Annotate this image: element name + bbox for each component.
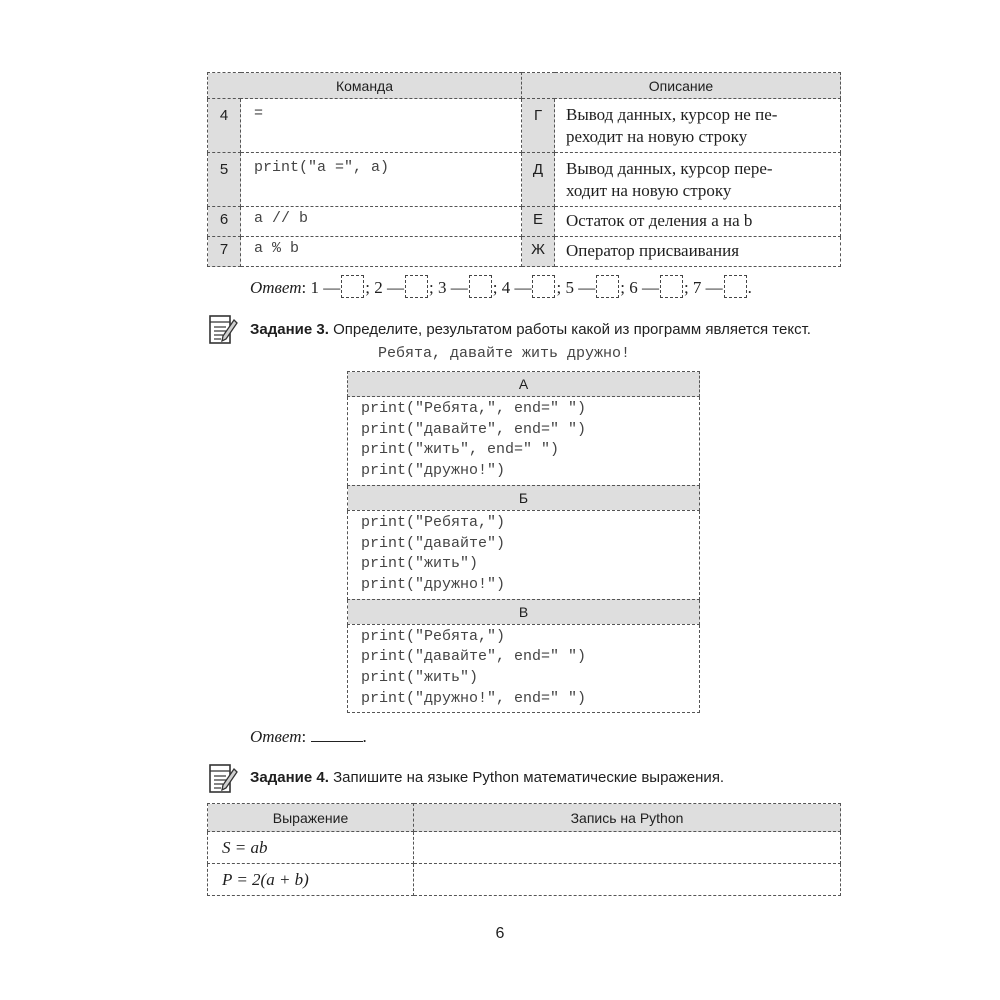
answer-label: Ответ [250, 278, 302, 297]
row-letter: Ж [522, 237, 555, 267]
task3-title: Задание 3. [250, 321, 329, 338]
description-cell: Остаток от деления a на b [555, 207, 841, 237]
description-cell: Вывод данных, курсор не пе- реходит на новую строку [555, 99, 841, 153]
task3-text: Определите, результатом работы какой из программ является текст. [333, 321, 811, 338]
command-cell: = [241, 99, 522, 153]
expression-table [207, 803, 841, 896]
header-command: Команда [208, 73, 522, 99]
answer-box[interactable] [724, 275, 747, 298]
answer-line-2: Ответ: . [250, 727, 367, 746]
variant-label: Б [348, 485, 700, 510]
variant-code: print("Ребята,", end=" ") print("давайте", end=" ") print("жить", end=" ") print("дружно!") [348, 397, 700, 486]
python-entry-cell[interactable] [414, 864, 841, 896]
answer-box[interactable] [532, 275, 555, 298]
notebook-pencil-icon [208, 763, 238, 795]
answer-pair: 4 — [501, 278, 532, 297]
task4-text: Запишите на языке Python математические выражения. [333, 769, 725, 786]
row-number: 4 [208, 99, 241, 153]
answer-box[interactable] [596, 275, 619, 298]
target-phrase: Ребята, давайте жить дружно! [378, 345, 631, 362]
header-python: Запись на Python [414, 804, 841, 832]
page-number: 6 [495, 925, 505, 942]
row-letter: Д [522, 153, 555, 207]
row-letter: Е [522, 207, 555, 237]
answer-label: Ответ [250, 727, 302, 746]
answer-pair: 5 — [565, 278, 596, 297]
description-cell: Оператор присваивания [555, 237, 841, 267]
command-description-table [207, 72, 841, 267]
command-cell: print("a =", a) [241, 153, 522, 207]
answer-pair: 7 — [692, 278, 723, 297]
expression-cell: S = ab [208, 832, 414, 864]
answer-line-1: Ответ: 1 — ; 2 — ; 3 — ; 4 — ; 5 — ; 6 — ; 7 — . [250, 275, 752, 300]
answer-box[interactable] [660, 275, 683, 298]
row-number: 6 [208, 207, 241, 237]
command-cell: a // b [241, 207, 522, 237]
header-expression: Выражение [208, 804, 414, 832]
header-description: Описание [522, 73, 841, 99]
answer-blank[interactable] [311, 727, 363, 742]
variant-code: print("Ребята,") print("давайте") print("жить") print("дружно!") [348, 510, 700, 599]
answer-pair: 6 — [629, 278, 659, 297]
row-number: 7 [208, 237, 241, 267]
description-cell: Вывод данных, курсор пере- ходит на новую строку [555, 153, 841, 207]
variant-label: В [348, 599, 700, 624]
answer-box[interactable] [405, 275, 428, 298]
answer-pair: 3 — [437, 278, 468, 297]
python-entry-cell[interactable] [414, 832, 841, 864]
answer-pair: 2 — [374, 278, 404, 297]
notebook-pencil-icon [208, 314, 238, 346]
task4-heading [250, 769, 724, 786]
code-variants-table [347, 371, 700, 713]
answer-box[interactable] [341, 275, 364, 298]
row-letter: Г [522, 99, 555, 153]
task3-heading [250, 321, 811, 338]
answer-box[interactable] [469, 275, 492, 298]
expression-cell: P = 2(a + b) [208, 864, 414, 896]
answer-pair: 1 — [310, 278, 341, 297]
command-cell: a % b [241, 237, 522, 267]
variant-code: print("Ребята,") print("давайте", end=" ") print("жить") print("дружно!", end=" ") [348, 624, 700, 713]
task4-title: Задание 4. [250, 769, 329, 786]
variant-label: А [348, 372, 700, 397]
row-number: 5 [208, 153, 241, 207]
